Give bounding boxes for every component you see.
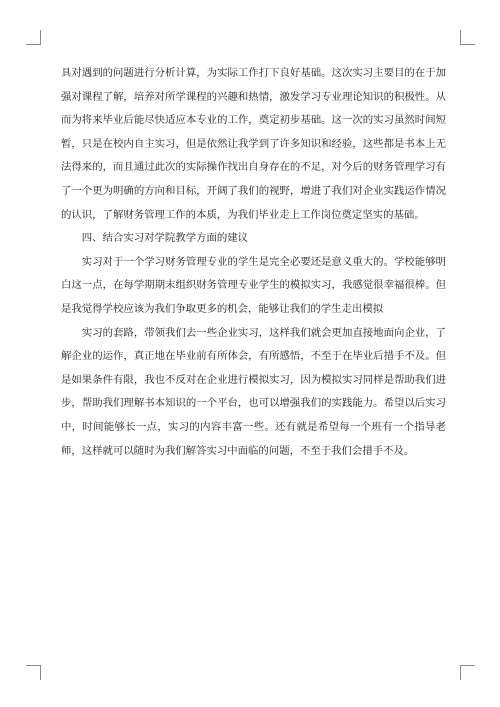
- paragraph: 实习对于一个学习财务管理专业的学生是完全必要还是意义重大的。学校能够明白这一点，在每学期期末组织财务管理专业学生的模拟实习，我感觉很幸福很棒。但是我觉得学校应该为我们争取更多的机会，能够让我们的学生走出模拟: [61, 255, 446, 315]
- crop-mark-top-right: [460, 30, 475, 45]
- crop-mark-bottom-left: [26, 665, 41, 680]
- paragraph: 实习的套路，带领我们去一些企业实习，这样我们就会更加直接地面向企业，了解企业的运作，真正地在毕业前有所体会，有所感悟，不至于在毕业后措手不及。但是如果条件有限，我也不反对在企业进行模拟实习，因为模拟实习同样是帮助我们进步，帮助我们理解书本知识的一个平台，也可以增强我们的实践能力。希望以后实习中，时间能够长一点，实习的内容丰富一些。还有就是希望每一个班有一个指导老师，这样就可以随时为我们解答实习中面临的问题，不至于我们会措手不及。: [61, 326, 446, 457]
- document-body: [61, 62, 446, 463]
- section-heading: 四、结合实习对学院教学方面的建议: [81, 232, 249, 245]
- paragraph-continuation: 具对遇到的问题进行分析计算，为实际工作打下良好基础。这次实习主要目的在于加强对课程了解，培养对所学课程的兴趣和热情，激发学习专业理论知识的积极性。从而为将来毕业后能尽快适应本专业的工作，奠定初步基础。这一次的实习虽然时间短暂，只是在校内自主实习，但是依然让我学到了许多知识和经验，这些都是书本上无法得来的，而且通过此次的实际操作找出自身存在的不足，对今后的财务管理学习有了一个更为明确的方向和目标，开阔了我们的视野，增进了我们对企业实践运作情况的认识，了解财务管理工作的本质，为我们毕业走上工作岗位奠定坚实的基础。: [61, 67, 446, 221]
- crop-mark-bottom-right: [460, 665, 475, 680]
- crop-mark-top-left: [26, 30, 41, 45]
